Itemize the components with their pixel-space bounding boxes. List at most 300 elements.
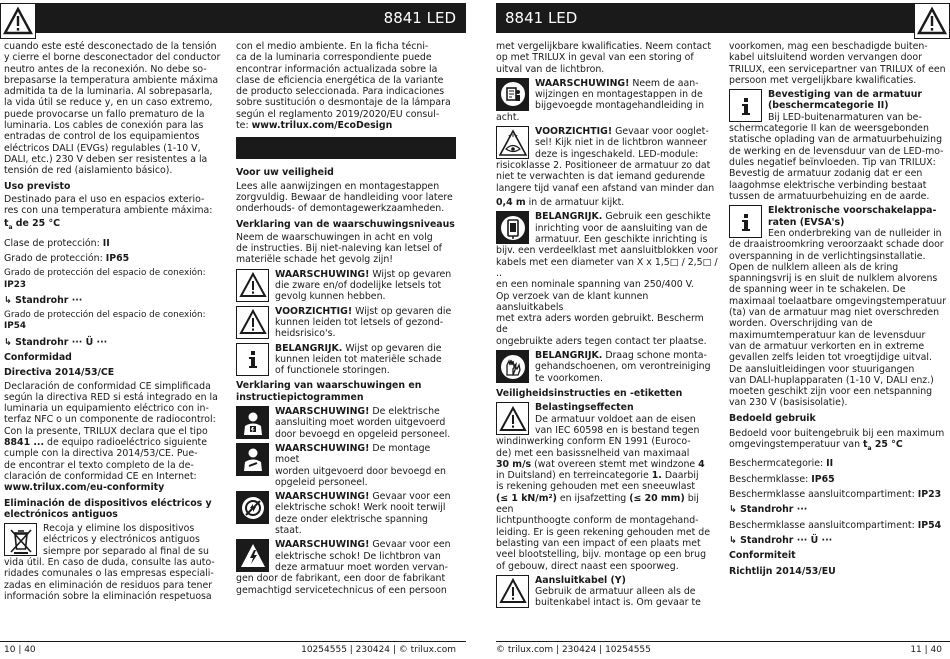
text-line: ridades comunales o las empresas especiali- — [4, 568, 214, 580]
text: Wijst op gevaren die — [352, 305, 452, 317]
text-line: Con la presente, TRILUX declara que el tipo — [4, 425, 208, 437]
section-heading: Eliminación de dispositivos eléctricos y electrónicos antiguos — [4, 497, 212, 520]
warning-label: BELANGRIJK. — [535, 211, 603, 223]
text-line — [496, 126, 718, 137]
footer-doc-info: 10254555 | 230424 | © trilux.com — [301, 645, 456, 655]
warning-label: WAARSCHUWING! — [275, 268, 370, 280]
text: Recoja y elimine los dispositivos — [43, 523, 195, 535]
spec-label: Grado de protección: — [4, 252, 106, 264]
spec-label: Beschermklasse aansluitcompartiment: — [729, 519, 918, 531]
spec-label: Beschermcategorie: — [729, 458, 827, 470]
text-line: lichtpunthoogte conform de montagehand- — [496, 515, 699, 527]
protection-class — [4, 238, 221, 249]
warning-block — [236, 443, 456, 488]
text-line: niet te verwachten is dat iemand gedurende — [496, 171, 706, 183]
warning-block — [496, 78, 718, 123]
text-line: DALI, etc.) 230 V deben ser resistentes a la — [4, 153, 208, 165]
warning-block — [236, 269, 456, 303]
text-line: Destinado para el uso en espacios exterio- — [4, 193, 205, 205]
warning-icon — [496, 402, 529, 435]
text-line: clase de eficiencia energética de la variante — [236, 74, 444, 86]
spec-value: IP23 — [917, 489, 942, 501]
protection-rating — [729, 474, 947, 485]
text-line: res con una temperatura ambiente máxima: — [4, 205, 213, 217]
text-line: schermcategorie II kan de weersgebonden — [729, 123, 929, 135]
text-line: información sobre la eliminación respetuosa — [4, 591, 212, 603]
text-line: uitval van de lichtbron. — [496, 63, 605, 75]
section-heading: Verklaring van waarschuwingen en instructiepictogrammen — [236, 380, 422, 403]
ice-load: (≤ 20 mm) — [629, 492, 685, 504]
protection-class — [729, 458, 947, 469]
warning-text — [275, 306, 456, 340]
text-line: Bij LED-buitenarmaturen van be- — [768, 111, 922, 123]
spec-value: IP65 — [105, 252, 130, 264]
text-line — [496, 493, 718, 516]
warning-label: WAARSCHUWING! — [275, 442, 370, 454]
text: opgeleid personeel. — [275, 476, 368, 488]
text-line: gevallen zelfs leiden tot vroegtijdige uitval. — [729, 352, 932, 364]
text-line — [275, 317, 456, 328]
info-icon — [236, 343, 269, 376]
text-line: de instructies. Bij niet-naleving kan letsel of — [236, 243, 442, 255]
section-heading: Verklaring van de waarschuwingsniveaus — [236, 218, 455, 230]
snow-load: (≤ 1 kN/m²) — [496, 492, 557, 504]
text: bijgevoegde montagehandleiding in — [535, 100, 705, 112]
text: Gebruik een geschikte — [602, 211, 711, 223]
header-title: 8841 LED — [505, 9, 578, 27]
text: sel! Kijk niet in de lichtbron wanneer — [535, 137, 707, 149]
text-line: Bedoeld voor buitengebruik bij een maximum — [729, 428, 945, 440]
terrain-category: 1. — [651, 470, 662, 482]
text: De elektrische — [369, 406, 440, 418]
text-line — [496, 100, 718, 111]
text: De montage moet — [275, 442, 431, 466]
temperature-line — [4, 218, 221, 233]
standrohr-note: ↳ Standrohr ··· Ü ··· — [4, 336, 108, 348]
paragraph — [496, 197, 718, 208]
connection-rating — [729, 520, 947, 531]
text: door bevoegd en opgeleid personeel. — [275, 428, 451, 440]
protection-rating — [4, 253, 221, 264]
connection-rating — [729, 489, 947, 500]
text-line — [275, 443, 456, 466]
text-line — [496, 223, 718, 234]
text-line: moeten geschikt zijn voor een netspanning — [729, 386, 933, 398]
text-line: de draaistroomkring veroorzaakt schade door — [729, 239, 944, 251]
text: die zware en/of dodelijke letsels tot — [275, 280, 442, 292]
text-line: de encontrar el texto completo de la de- — [4, 459, 194, 471]
text-line: De armatuur voldoet aan de eisen — [535, 413, 696, 425]
text-line — [275, 354, 456, 365]
text: de equipo radioeléctrico siguiente — [44, 437, 207, 449]
text-line: is rekening gehouden met een sneeuwlast — [496, 481, 696, 493]
text: Wijst op gevaren die — [342, 342, 442, 354]
text-line: de) met een basissnelheid van maximaal — [496, 447, 690, 459]
text-line — [275, 502, 456, 513]
text: eléctricos y electrónicos antiguos — [43, 534, 200, 546]
section-heading: Richtlijn 2014/53/EU — [729, 565, 836, 577]
text-line: op met TRILUX in geval van een storing of — [496, 52, 694, 64]
text: inrichting voor de aansluiting van de — [535, 222, 708, 234]
temperature-value: $t_a$ de 25 °C — [4, 218, 61, 232]
paragraph — [729, 428, 947, 454]
warning-label: VOORZICHTIG! — [535, 126, 613, 138]
text-line: buitenkabel intact is. Om gevaar te — [535, 597, 701, 609]
text-line — [236, 551, 456, 562]
section-heading: Conformiteit — [729, 550, 796, 562]
section-bar — [236, 137, 456, 159]
text-line: windinwerking conform EN 1991 (Euroco- — [496, 436, 691, 448]
text-line — [535, 350, 718, 361]
text: Gevaar voor een — [369, 491, 451, 503]
bold-text: IP54 — [4, 321, 26, 332]
text: bij een — [496, 492, 699, 516]
warning-block — [4, 523, 221, 602]
warning-block — [236, 539, 456, 596]
info-block — [729, 205, 947, 408]
text-line: ongebruikte aders tegen contact ter plaatse. — [496, 335, 707, 347]
text-line: tussen de armatuurbehuizing en de aarde. — [729, 190, 930, 202]
subsection-heading: Belastingseffecten — [535, 402, 634, 414]
text-line: sobre sustitución o desmontaje de la lámpara — [236, 97, 451, 109]
text-line — [275, 365, 456, 376]
standrohr-note: ↳ Standrohr ··· — [4, 294, 83, 306]
text-line — [496, 470, 718, 481]
text: omgevingstemperatuur van — [729, 439, 864, 451]
left-page — [0, 0, 466, 659]
text-line: Op verzoek van de klant kunnen aansluitkabels — [496, 290, 649, 313]
text: te voorkomen. — [535, 372, 603, 384]
text: Grado de protección del espacio de conexión: — [4, 268, 206, 279]
text-line: zorgvuldig. Bewaar de handleiding voor latere — [236, 191, 453, 203]
text-line: de spanning weer in te schakelen. De — [729, 284, 906, 296]
wind-zone: 4 — [698, 458, 705, 470]
text-line: laagohmse elektrische verbinding bestaat — [729, 179, 927, 191]
warning-block — [496, 350, 718, 384]
distance-value: 0,4 m — [496, 197, 526, 209]
section-heading: Directiva 2014/53/CE — [4, 367, 115, 379]
warning-block — [236, 406, 456, 440]
info-block — [496, 575, 718, 609]
footer-rule — [0, 641, 466, 642]
text: armatuur. Een geschikte inrichting is — [535, 233, 708, 245]
text-line: acht. — [496, 111, 520, 123]
text: Grado de protección del espacio de conexión: — [4, 310, 206, 321]
eye-hazard-icon — [496, 126, 529, 159]
paragraph — [4, 41, 221, 177]
ecodesign-url: www.trilux.com/EcoDesign — [251, 120, 393, 132]
text-line: admitida ta de la luminaria. Al sobrepasarla, — [4, 86, 213, 98]
warning-text — [275, 443, 456, 488]
text-line: de werking en de levensduur van de LED-mo- — [729, 145, 944, 157]
text-line: van DALI-huplapparaten (1-10 V, DALI enz.) — [729, 374, 934, 386]
text-line: Gebruik de armatuur alleen als de — [535, 586, 696, 598]
right-column-1 — [496, 41, 718, 612]
text-line: Een onderbreking van de nulleider in — [768, 227, 942, 239]
spec-value: IP65 — [811, 473, 835, 485]
text-line: Neem de waarschuwingen in acht en volg — [236, 231, 433, 243]
warning-text — [275, 269, 456, 303]
text-line: terfaz NFC o un componente de radiocontrol: — [4, 414, 216, 426]
caution-icon — [236, 306, 269, 339]
info-block — [729, 89, 947, 202]
standrohr-note: ↳ Standrohr ··· — [729, 504, 808, 516]
text-line: cuando este esté desconectado de la tensión — [4, 41, 217, 52]
text-line: persoon met vergelijkbare kwalificaties. — [729, 74, 917, 86]
text-line: claración de conformidad CE en Internet: — [4, 470, 197, 482]
right-page — [490, 0, 950, 659]
text-line: vida útil. En caso de duda, consulte las auto- — [4, 557, 215, 569]
text-line — [496, 149, 718, 160]
warning-triangle-icon — [0, 3, 36, 39]
wind-speed: 30 m/s — [496, 458, 532, 470]
text-line — [275, 291, 456, 302]
info-text — [535, 575, 718, 609]
text: elektrische schok! Werk nooit terwijl — [275, 502, 446, 514]
warning-icon — [236, 269, 269, 302]
text-line — [496, 211, 718, 222]
text: Gevaar voor een — [369, 539, 451, 551]
text: Gevaar voor ooglet- — [612, 126, 709, 138]
text-line: onderhouds- of demontagewerkzaamheden. — [236, 203, 445, 215]
text-line: leiding. Er is geen rekening gehouden met de — [496, 526, 710, 538]
text: Daarbij — [661, 470, 699, 482]
paragraph — [4, 381, 221, 494]
warning-label: BELANGRIJK. — [275, 342, 343, 354]
warning-text — [275, 343, 456, 377]
text-line — [275, 477, 456, 488]
text-line — [275, 514, 456, 537]
spec-label: Beschermklasse aansluitcompartiment: — [729, 489, 918, 501]
page-number: 10 | 40 — [4, 645, 36, 655]
text-line — [275, 429, 456, 440]
section-heading: Bedoeld gebruik — [729, 412, 816, 424]
right-column-2 — [729, 41, 947, 579]
standrohr-note: ↳ Standrohr ··· Ü ··· — [729, 534, 833, 546]
text-line: Declaración de conformidad CE simplificada — [4, 380, 211, 392]
text-line — [496, 459, 718, 470]
text: deze armatuur moet worden vervan- — [275, 561, 448, 573]
manual-icon — [496, 78, 529, 111]
warning-triangle-icon — [914, 3, 950, 39]
distribution-box-icon — [496, 211, 529, 244]
text-line: según el reglamento 2019/2020/EU consul- — [236, 108, 440, 120]
text-line — [236, 539, 456, 550]
text-line: kabel uitsluitend worden vervangen door — [729, 52, 922, 64]
header-bar — [496, 3, 950, 33]
text-line — [275, 306, 456, 317]
paragraph — [496, 41, 718, 75]
text-line: y cierre el borne desconectador del conductor — [4, 52, 221, 64]
text-line — [275, 417, 456, 428]
section-heading: Veiligheidsinstructies en -etiketten — [496, 387, 683, 399]
text-line — [496, 234, 718, 245]
text-line: cumple con la directiva 2014/53/CE. Pue- — [4, 448, 198, 460]
text: en ijsafzetting — [556, 492, 630, 504]
text-line: van IEC 60598 en is bestand tegen — [535, 424, 700, 436]
text-line: gemachtigd servicetechnicus of een persoon — [236, 584, 447, 596]
weee-disposal-icon — [4, 523, 37, 556]
text: Neem de aan- — [629, 77, 699, 89]
paragraph — [236, 181, 456, 215]
text-line — [496, 78, 718, 89]
text-line: overspanning in de verlichtingsinstallatie. — [729, 250, 926, 262]
text-line: gen door de fabrikant, een door de fabrikant — [236, 573, 446, 585]
info-block — [496, 402, 718, 572]
text-line: met extra aders worden gebruikt. Bescherm de — [496, 313, 704, 336]
bold-text: IP23 — [4, 279, 26, 290]
text-line: kabels met een diameter van X x 1,5□ / 2,5□ / .. — [496, 256, 718, 279]
text-line: Lees alle aanwijzingen en montagestappen — [236, 180, 440, 192]
text-line: luminaria un equipamiento eléctrico con in- — [4, 403, 209, 415]
spec-label: Clase de protección: — [4, 237, 103, 249]
footer-rule — [496, 641, 950, 642]
header-bar — [0, 3, 466, 33]
footer-doc-info: © trilux.com | 230424 | 10254555 — [496, 645, 651, 655]
text-line: puede provocarse un fallo prematuro de la — [4, 108, 205, 120]
warning-label: WAARSCHUWING! — [275, 539, 370, 551]
section-heading: Conformidad — [4, 352, 72, 363]
text: gehandschoenen, om verontreiniging — [535, 361, 711, 373]
text-line — [496, 137, 718, 148]
disconnect-power-icon — [236, 491, 269, 524]
info-icon — [729, 205, 762, 238]
warning-text — [275, 406, 456, 440]
text: elektrische schok! De lichtbron van — [275, 550, 441, 562]
text-line: materiële schade het gevolg zijn! — [236, 254, 394, 266]
text: Wijst op gevaren — [369, 268, 452, 280]
text: worden uitgevoerd door bevoegd en — [275, 465, 446, 477]
paragraph — [236, 232, 456, 266]
text-line: van de armatuur verkorten en in extreme — [729, 340, 925, 352]
text-line: la vida útil se reduce y, en un caso extremo, — [4, 97, 213, 109]
warning-block — [496, 126, 718, 194]
text-line: ca de la luminaria correspondiente puede — [236, 52, 432, 64]
electric-shock-icon — [236, 539, 269, 572]
text-line: dules negatief beïnvloeden. Tip van TRILUX: — [729, 157, 936, 169]
text-line: bijv. een verdeelklast met aansluitblokken voor — [496, 245, 718, 257]
text: te: — [236, 120, 252, 132]
text-line — [275, 269, 456, 280]
left-column-2 — [236, 41, 456, 599]
text: of functionele storingen. — [275, 365, 390, 377]
text-line — [729, 439, 947, 454]
text-line — [275, 343, 456, 354]
text-line: eléctricos DALI (EVGs) regulables (1-10 V, — [4, 142, 201, 154]
connection-rating — [4, 310, 221, 333]
paragraph — [236, 41, 456, 131]
text: in de armatuur kijkt. — [525, 197, 625, 209]
text-line — [236, 562, 456, 573]
spec-value: II — [826, 458, 834, 470]
text: in Duitsland) en terreincategorie — [496, 470, 652, 482]
text: (wat overeen stemt met windzone — [531, 458, 699, 470]
text-line — [275, 328, 456, 339]
text-line: zadas en eliminación de residuos para tener — [4, 579, 213, 591]
text-line: langere tijd vanaf een afstand van minder dan — [496, 182, 715, 194]
text: aansluiting moet worden uitgevoerd — [275, 417, 446, 429]
text-line: con el medio ambiente. En la ficha técni- — [236, 41, 429, 52]
text-line — [535, 373, 718, 384]
page-number: 11 | 40 — [910, 645, 942, 655]
section-heading: Voor uw veiligheid — [236, 167, 334, 179]
warning-text — [275, 491, 456, 536]
text-line: worden. Overschrijding van de — [729, 318, 873, 330]
text-line: of gebouw, direct naast een spoorweg. — [496, 560, 679, 572]
text-line — [275, 406, 456, 417]
text: gevolg kunnen hebben. — [275, 291, 386, 303]
text-line: de producto seleccionada. Para indicaciones — [236, 86, 445, 98]
section-heading: Uso previsto — [4, 180, 71, 192]
warning-block — [236, 306, 456, 340]
text-line: met vergelijkbare kwalificaties. Neem contact — [496, 41, 712, 52]
text: deze is ingeschakeld. LED-module: — [535, 148, 699, 160]
text-line: risicoklasse 2. Positioneer de armatuur zo dat — [496, 160, 711, 172]
text-line — [4, 437, 221, 448]
text-line: TRILUX, een servicepartner van TRILUX of een — [729, 63, 946, 75]
text-line: Open de nulklem alleen als de kring — [729, 261, 899, 273]
warning-label: WAARSCHUWING! — [275, 406, 370, 418]
warning-block — [236, 343, 456, 377]
paragraph — [4, 194, 221, 217]
text-line: encontrar información actualizada sobre la — [236, 63, 438, 75]
subsection-heading: Elektronische voorschakelapparaten (EVSA's) — [768, 205, 937, 228]
text-line: belasting van een impact of een plaats met — [496, 537, 701, 549]
text-line: neutro antes de la reconexión. No debe so- — [4, 63, 207, 75]
text: siempre por separado al final de su — [43, 545, 209, 557]
warning-text — [535, 350, 718, 384]
text: Draag schone monta- — [602, 350, 707, 362]
header-title: 8841 LED — [383, 9, 456, 27]
subsection-heading: Aansluitkabel (Y) — [535, 574, 626, 586]
text-line — [236, 120, 456, 131]
electrician-icon — [236, 406, 269, 439]
warning-icon — [496, 575, 529, 608]
temperature-value: $t_a$ 25 °C — [863, 439, 903, 453]
spec-label: Beschermklasse: — [729, 473, 812, 485]
left-column-1 — [4, 41, 221, 605]
text-line — [535, 361, 718, 372]
warning-label: BELANGRIJK. — [535, 350, 603, 362]
text-line: (ta) van de armatuur mag niet overschreden — [729, 307, 940, 319]
text: wijzingen en montagestappen in de — [535, 89, 703, 101]
connection-rating — [4, 268, 221, 291]
info-icon — [729, 89, 762, 122]
gloves-icon — [496, 350, 529, 383]
warning-label: VOORZICHTIG! — [275, 305, 353, 317]
warning-block — [236, 491, 456, 536]
paragraph — [729, 41, 947, 86]
text-line: Bevestig de armatuur zodanig dat er een — [729, 168, 923, 180]
text: kunnen leiden tot materiële schade — [275, 353, 442, 365]
text-line: maximumtemperatuur kan de levensduur — [729, 329, 926, 341]
text-line: veel blootstelling, bijv. montage op een brug — [496, 549, 707, 561]
text-line: van 230 V (basisisolatie). — [729, 397, 848, 409]
spec-value: II — [102, 237, 110, 249]
text: deze onder elektrische spanning staat. — [275, 513, 429, 536]
text-line: maximaal toelaatbare omgevingstemperatuur — [729, 295, 947, 307]
text: heidsrisico's. — [275, 328, 336, 340]
conformity-url: www.trilux.com/eu-conformity — [4, 482, 165, 494]
text-line — [496, 89, 718, 100]
product-type: 8841 ... — [4, 437, 45, 449]
text-line — [275, 280, 456, 291]
text-line: entradas de control de los equipamientos — [4, 131, 200, 143]
warning-label: WAARSCHUWING! — [275, 491, 370, 503]
installer-icon — [236, 443, 269, 476]
text-line — [275, 491, 456, 502]
spec-value: IP54 — [917, 519, 942, 531]
